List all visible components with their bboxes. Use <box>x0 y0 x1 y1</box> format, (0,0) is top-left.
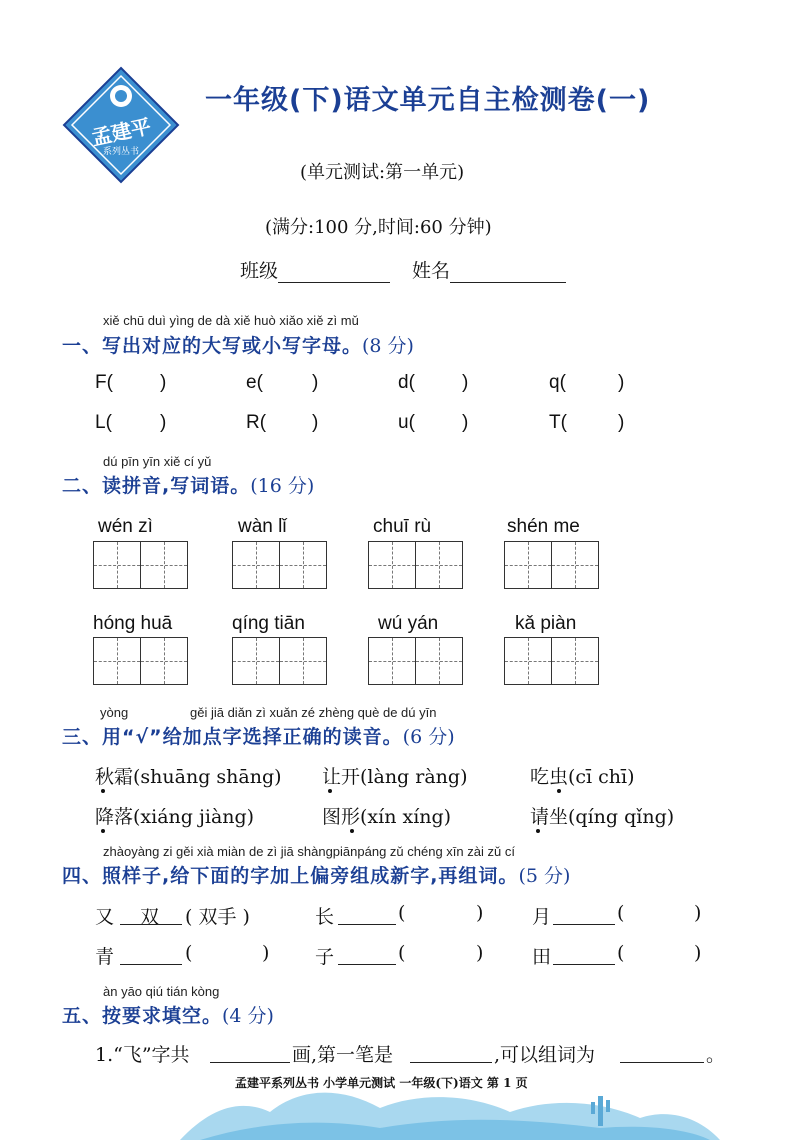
q4-heading <box>62 861 570 888</box>
q3-heading <box>62 722 455 749</box>
q5-line1-a: 1.“飞”字共 <box>95 1044 190 1066</box>
q1-close: ) <box>312 372 319 393</box>
q2-word-pinyin: chuī rù <box>373 516 432 537</box>
writing-grid[interactable] <box>504 541 599 589</box>
q1-close: ) <box>160 412 167 433</box>
q1-close: ) <box>462 372 469 393</box>
q4-open: ( <box>617 902 625 924</box>
emphasis-dot <box>328 789 332 793</box>
q3-item: 降落(xiáng jiàng) <box>95 806 255 828</box>
q2-word-pinyin: kǎ piàn <box>515 613 577 634</box>
q5-title: 五、按要求填空。 <box>62 1005 223 1027</box>
q4-char: 月 <box>532 906 552 928</box>
logo-tagline: 系列丛书 <box>102 147 139 157</box>
q2-heading <box>62 471 314 498</box>
q4-open: ( <box>398 942 406 964</box>
q5-line1-end: 。 <box>706 1044 726 1066</box>
q4-open: ( <box>617 942 625 964</box>
q5-points: (4 分) <box>222 1005 274 1027</box>
q1-item: L( <box>95 412 112 433</box>
q4-close: ) <box>262 942 270 964</box>
emphasis-dot <box>101 829 105 833</box>
score-line: (满分:100 分,时间:60 分钟) <box>265 217 492 238</box>
q4-example-word: ( 双手 ) <box>185 906 250 928</box>
writing-grid[interactable] <box>368 541 463 589</box>
emphasis-dot <box>350 829 354 833</box>
answer-blank[interactable] <box>338 924 396 925</box>
q3-item: 让开(làng ràng) <box>322 766 468 788</box>
q4-close: ) <box>476 902 484 924</box>
q3-pinyin-b: gěi jiā diǎn zì xuǎn zé zhèng què de dú yīn <box>190 705 437 720</box>
name-label: 姓名 <box>412 260 451 282</box>
q1-close: ) <box>312 412 319 433</box>
q3-item: 请坐(qíng qǐng) <box>530 806 675 828</box>
page-title: 一年级(下)语文单元自主检测卷(一) <box>205 85 651 116</box>
q4-close: ) <box>476 942 484 964</box>
q5-line1-c: ,可以组词为 <box>494 1044 596 1066</box>
q4-char: 田 <box>532 946 552 968</box>
writing-grid[interactable] <box>232 637 327 685</box>
q3-item: 秋霜(shuāng shāng) <box>95 766 282 788</box>
q4-close: ) <box>694 902 702 924</box>
q5-pinyin: àn yāo qiú tián kòng <box>103 984 220 999</box>
q1-close: ) <box>618 372 625 393</box>
writing-grid[interactable] <box>93 541 188 589</box>
q1-item: T( <box>549 412 567 433</box>
q4-points: (5 分) <box>518 865 571 887</box>
q2-word-pinyin: qíng tiān <box>232 613 305 634</box>
q2-word-pinyin: wàn lǐ <box>238 516 287 537</box>
q2-pinyin: dú pīn yīn xiě cí yǔ <box>103 454 212 469</box>
writing-grid[interactable] <box>93 637 188 685</box>
class-label: 班级 <box>240 260 279 282</box>
q2-word-pinyin: wú yán <box>378 613 439 634</box>
q1-item: d( <box>398 372 415 393</box>
writing-grid[interactable] <box>504 637 599 685</box>
q3-item: 图形(xín xíng) <box>322 806 452 828</box>
q2-word-pinyin: wén zì <box>98 516 153 537</box>
q3-pinyin-a: yòng <box>100 705 129 720</box>
q2-word-pinyin: shén me <box>507 516 580 537</box>
answer-blank[interactable] <box>210 1062 290 1063</box>
q2-points: (16 分) <box>250 475 315 497</box>
q3-item: 吃虫(cī chī) <box>530 766 635 788</box>
class-blank[interactable] <box>278 282 390 283</box>
writing-grid[interactable] <box>368 637 463 685</box>
writing-grid[interactable] <box>232 541 327 589</box>
q3-points: (6 分) <box>402 726 455 748</box>
q2-word-pinyin: hóng huā <box>93 613 173 634</box>
answer-blank[interactable] <box>553 964 615 965</box>
q4-char: 长 <box>315 906 335 928</box>
answer-blank[interactable] <box>620 1062 704 1063</box>
q5-heading <box>62 1001 274 1028</box>
q1-item: u( <box>398 412 415 433</box>
name-blank[interactable] <box>450 282 566 283</box>
q4-example-char: 又 <box>95 906 115 928</box>
q1-item: F( <box>95 372 113 393</box>
logo <box>62 66 180 184</box>
q1-close: ) <box>462 412 469 433</box>
page-subtitle: (单元测试:第一单元) <box>300 162 465 183</box>
q4-title: 四、照样子,给下面的字加上偏旁组成新字,再组词。 <box>62 865 519 887</box>
answer-blank <box>120 924 182 925</box>
logo-brand: 孟建平 <box>89 113 154 150</box>
emphasis-dot <box>101 789 105 793</box>
q4-open: ( <box>398 902 406 924</box>
q5-line1-b: 画,第一笔是 <box>292 1044 394 1066</box>
q1-close: ) <box>618 412 625 433</box>
q1-points: (8 分) <box>362 335 414 357</box>
q4-char: 青 <box>95 946 115 968</box>
footer-text: 孟建平系列丛书 小学单元测试 一年级(下)语文 第 1 页 <box>235 1076 528 1090</box>
q1-heading <box>62 331 414 358</box>
q1-item: q( <box>549 372 566 393</box>
q2-title: 二、读拼音,写词语。 <box>62 475 251 497</box>
q1-pinyin: xiě chū duì yìng de dà xiě huò xiǎo xiě zì mǔ <box>103 313 359 328</box>
q1-item: R( <box>246 412 267 433</box>
q3-title: 三、用“√”给加点字选择正确的读音。 <box>62 726 403 748</box>
answer-blank[interactable] <box>553 924 615 925</box>
q4-pinyin: zhàoyàng zi gěi xià miàn de zì jiā shàngpiānpáng zǔ chéng xīn zài zǔ cí <box>103 844 515 859</box>
q1-item: e( <box>246 372 263 393</box>
q4-close: ) <box>694 942 702 964</box>
q1-close: ) <box>160 372 167 393</box>
answer-blank[interactable] <box>338 964 396 965</box>
q4-open: ( <box>185 942 193 964</box>
q4-char: 子 <box>315 946 335 968</box>
emphasis-dot <box>557 789 561 793</box>
answer-blank[interactable] <box>120 964 182 965</box>
answer-blank[interactable] <box>410 1062 492 1063</box>
name-row <box>240 256 566 283</box>
q4-example-new: 双 <box>140 906 160 928</box>
emphasis-dot <box>536 829 540 833</box>
q1-title: 一、写出对应的大写或小写字母。 <box>62 335 363 357</box>
